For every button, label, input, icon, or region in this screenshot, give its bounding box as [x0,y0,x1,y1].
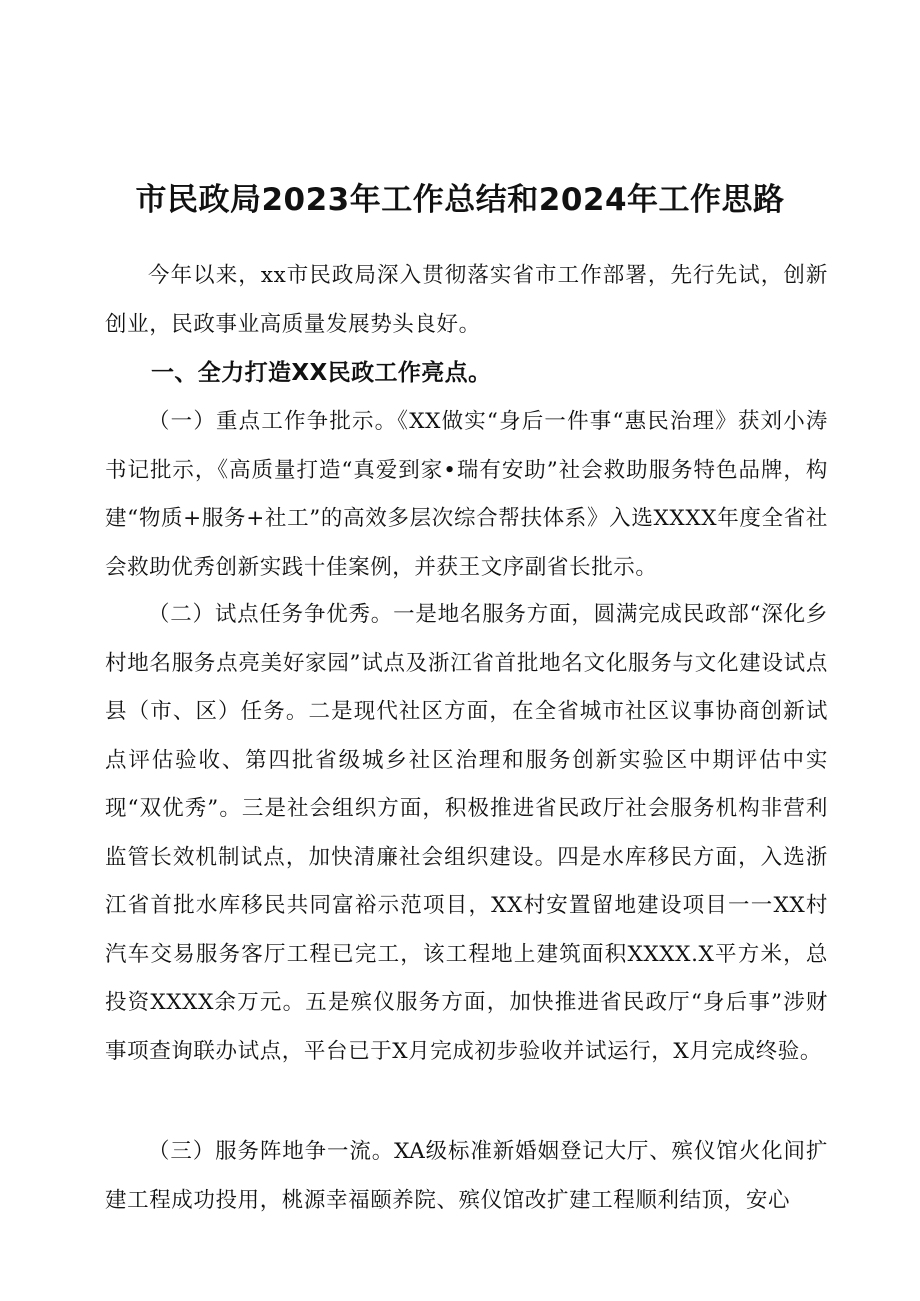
document-title: 市民政局2023年工作总结和2024年工作思路 [135,181,785,218]
intro-paragraph: 今年以来，xx市民政局深入贯彻落实省市工作部署，先行先试，创新创业，民政事业高质量发展势头良好。 [105,263,828,337]
paragraph-pilot-tasks: （二）试点任务争优秀。一是地名服务方面，圆满完成民政部“深化乡村地名服务点亮美好家园”试点及浙江省首批地名文化服务与文化建设试点县（市、区）任务。二是现代社区方面，在全省城市社区议事协商创新试点评估验收、第四批省级城乡社区治理和服务创新实验区中期评估中实现“双优秀”。三是社会组织方面，积极推进省民政厅社会服务机构非营利监管长效机制试点，加快清廉社会组织建设。四是水库移民方面，入选浙江省首批水库移民共同富裕示范项目，XX村安置留地建设项目一一XX村汽车交易服务客厅工程已完工，该工程地上建筑面积XXXX.X平方米，总投资XXXX余万元。五是殡仪服务方面，加快推进省民政厅“身后事”涉财事项查询联办试点，平台已于X月完成初步验收并试运行，X月完成终验。 [105,602,828,1064]
section-heading-1: 一、全力打造XX民政工作亮点。 [151,360,492,386]
paragraph-key-work-instructions: （一）重点工作争批示。《XX做实“身后一件事“惠民治理》获刘小涛书记批示，《高质量打造“真爱到家•瑞有安助”社会救助服务特色品牌，构建“物质+服务+社工”的高效多层次综合帮扶体系》入选XXXX年度全省社会救助优秀创新实践十佳案例，并获王文序副省长批示。 [105,409,828,580]
paragraph-service-facilities: （三）服务阵地争一流。XA级标准新婚姻登记大厅、殡仪馆火化间扩建工程成功投用，桃源幸福颐养院、殡仪馆改扩建工程顺利结顶，安心 [105,1139,828,1213]
